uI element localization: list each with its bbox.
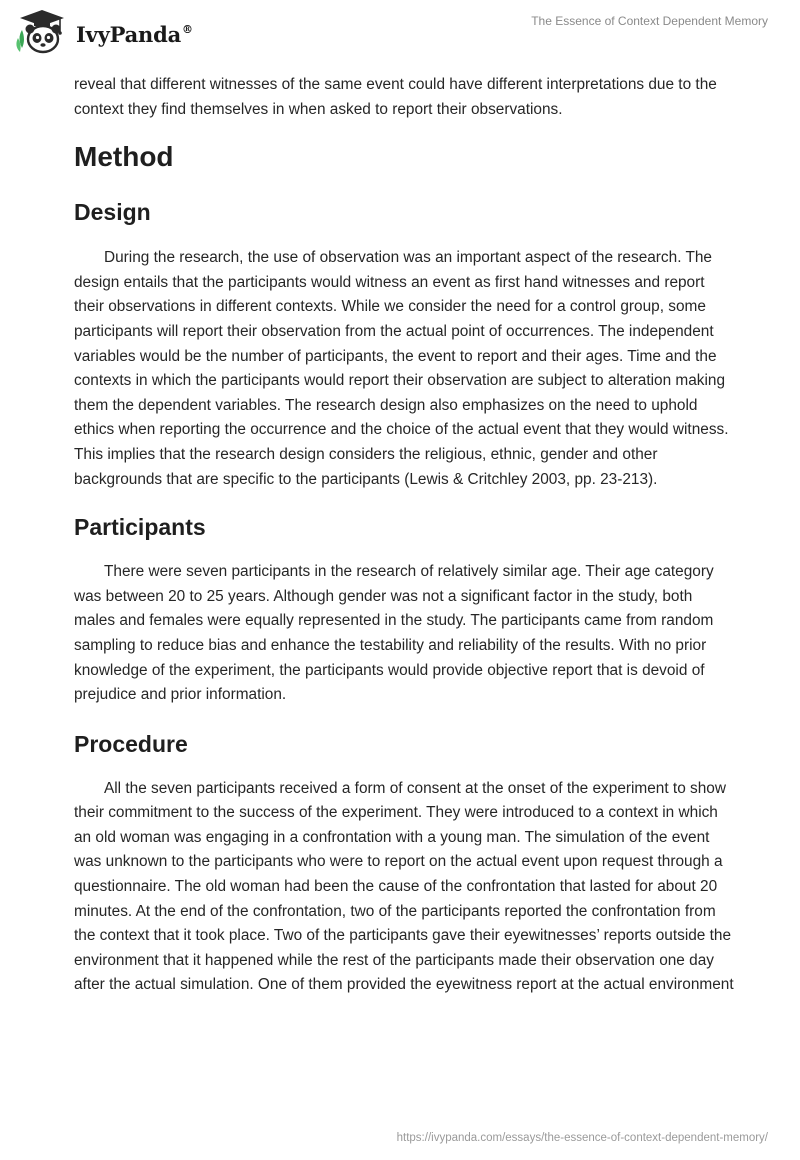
source-url[interactable]: https://ivypanda.com/essays/the-essence-of-context-dependent-memory/ bbox=[396, 1132, 768, 1144]
brand-name: IvyPanda® bbox=[76, 21, 193, 47]
article-body bbox=[74, 70, 734, 998]
subsection-heading-participants: Participants bbox=[74, 514, 206, 541]
panda-graduate-icon bbox=[14, 8, 70, 56]
page-header bbox=[0, 0, 800, 70]
section-heading-method: Method bbox=[74, 141, 174, 173]
registered-mark: ® bbox=[182, 22, 193, 36]
ivypanda-logo[interactable] bbox=[14, 8, 193, 56]
subsection-heading-procedure: Procedure bbox=[74, 730, 188, 757]
design-paragraph: During the research, the use of observation was an important aspect of the research. The design entails that the participants would witness an event as first hand witnesses and report their observations in different contexts. While we consider the need for a control group, some participants will report their observation from the actual point of occurrences. The independent variables would be the number of participants, the event to report and their ages. Time and the contexts in which the participants would report their observation are subject to alteration making them the dependent variables. The research design also emphasizes on the need to uphold ethics when reporting the occurrence and the choice of the actual event that they would witness. This implies that the research design considers the religious, ethnic, gender and other backgrounds that are specific to the participants (Lewis & Critchley 2003, pp. 23-213). bbox=[74, 249, 729, 488]
participants-paragraph: There were seven participants in the research of relatively similar age. Their age category was between 20 to 25 years. Although gender was not a significant factor in the study, both males and females were equally represented in the study. The participants came from random sampling to reduce bias and enhance the testability and reliability of the results. With no prior knowledge of the experiment, the participants would provide objective report that is devoid of prejudice and prior information. bbox=[74, 563, 714, 704]
procedure-paragraph: All the seven participants received a form of consent at the onset of the experiment to show their commitment to the success of the experiment. They were introduced to a context in which an old woman was engaging in a confrontation with a young man. The simulation of the event was unknown to the participants who were to report on the actual event upon request through a questionnaire. The old woman had been the cause of the confrontation that lasted for about 20 minutes. At the end of the confrontation, two of the participants reported the confrontation from the context that it took place. Two of the participants gave their eyewitnesses’ reports outside the environment that it happened while the rest of the participants made their observation one day after the actual simulation. One of them provided the eyewitness report at the actual environment bbox=[74, 779, 734, 994]
document-title: The Essence of Context Dependent Memory bbox=[531, 14, 768, 28]
intro-paragraph: reveal that different witnesses of the same event could have different interpretations due to the context they find themselves in when asked to report their observations. bbox=[74, 76, 717, 118]
subsection-heading-design: Design bbox=[74, 199, 151, 226]
